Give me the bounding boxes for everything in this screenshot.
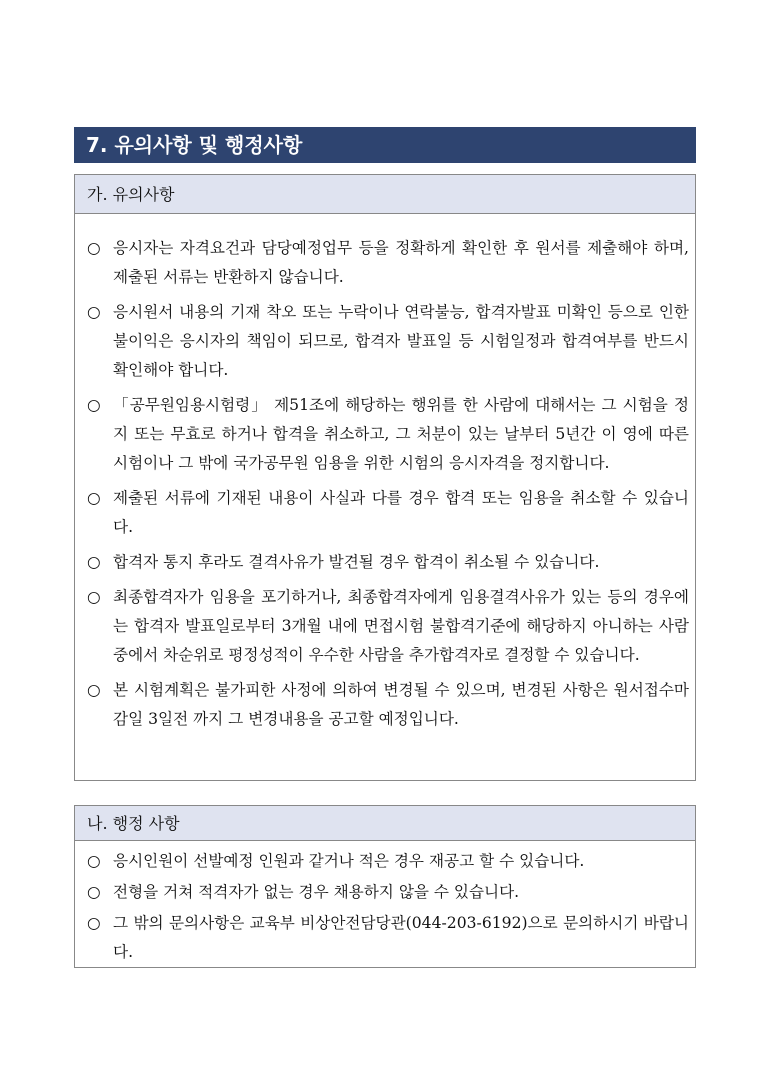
list-item-text: 그 밖의 문의사항은 교육부 비상안전담당관(044-203-6192)으로 문의하시기 바랍니다.: [113, 914, 689, 961]
list-item-text: 전형을 거쳐 적격자가 없는 경우 채용하지 않을 수 있습니다.: [113, 883, 520, 901]
list-item: [75, 676, 695, 734]
admin-box: [74, 805, 696, 968]
circle-bullet-icon: ○: [87, 914, 101, 932]
list-item: [75, 391, 695, 478]
circle-bullet-icon: ○: [87, 588, 101, 606]
list-item: [75, 583, 695, 670]
circle-bullet-icon: ○: [87, 553, 101, 571]
list-item: [75, 484, 695, 542]
circle-bullet-icon: ○: [87, 303, 101, 321]
circle-bullet-icon: ○: [87, 489, 101, 507]
list-item: [75, 234, 695, 292]
list-item: [75, 298, 695, 385]
list-item: [75, 909, 695, 967]
list-item: [75, 548, 695, 577]
list-item-text: 응시인원이 선발예정 인원과 같거나 적은 경우 재공고 할 수 있습니다.: [113, 852, 585, 870]
notice-list: [75, 214, 695, 734]
circle-bullet-icon: ○: [87, 396, 101, 414]
list-item-text: 응시원서 내용의 기재 착오 또는 누락이나 연락불능, 합격자발표 미확인 등으로 인한 불이익은 응시자의 책임이 되므로, 합격자 발표일 등 시험일정과 합격여부를 반드시 확인해야 합니다.: [113, 303, 689, 379]
list-item-text: 합격자 통지 후라도 결격사유가 발견될 경우 합격이 취소될 수 있습니다.: [113, 553, 600, 571]
circle-bullet-icon: ○: [87, 883, 101, 901]
list-item-text: 「공무원임용시험령」 제51조에 해당하는 행위를 한 사람에 대해서는 그 시험을 정지 또는 무효로 하거나 합격을 취소하고, 그 처분이 있는 날부터 5년간 이 영에 따른 시험이나 그 밖에 국가공무원 임용을 위한 시험의 응시자격을 정지합니다.: [113, 396, 689, 472]
list-item: [75, 878, 695, 907]
circle-bullet-icon: ○: [87, 852, 101, 870]
admin-list: [75, 841, 695, 967]
circle-bullet-icon: ○: [87, 239, 101, 257]
list-item-text: 응시자는 자격요건과 담당예정업무 등을 정확하게 확인한 후 원서를 제출해야 하며, 제출된 서류는 반환하지 않습니다.: [113, 239, 689, 286]
list-item: [75, 847, 695, 876]
list-item-text: 제출된 서류에 기재된 내용이 사실과 다를 경우 합격 또는 임용을 취소할 수 있습니다.: [113, 489, 689, 536]
section-title: 7. 유의사항 및 행정사항: [74, 127, 696, 163]
notice-box: [74, 174, 696, 781]
circle-bullet-icon: ○: [87, 681, 101, 699]
notice-header: 가. 유의사항: [75, 175, 695, 214]
list-item-text: 본 시험계획은 불가피한 사정에 의하여 변경될 수 있으며, 변경된 사항은 원서접수마감일 3일전 까지 그 변경내용을 공고할 예정입니다.: [113, 681, 689, 728]
list-item-text: 최종합격자가 임용을 포기하거나, 최종합격자에게 임용결격사유가 있는 등의 경우에는 합격자 발표일로부터 3개월 내에 면접시험 불합격기준에 해당하지 아니하는 사람 중에서 차순위로 평정성적이 우수한 사람을 추가합격자로 결정할 수 있습니다.: [113, 588, 689, 664]
admin-header: 나. 행정 사항: [75, 806, 695, 841]
